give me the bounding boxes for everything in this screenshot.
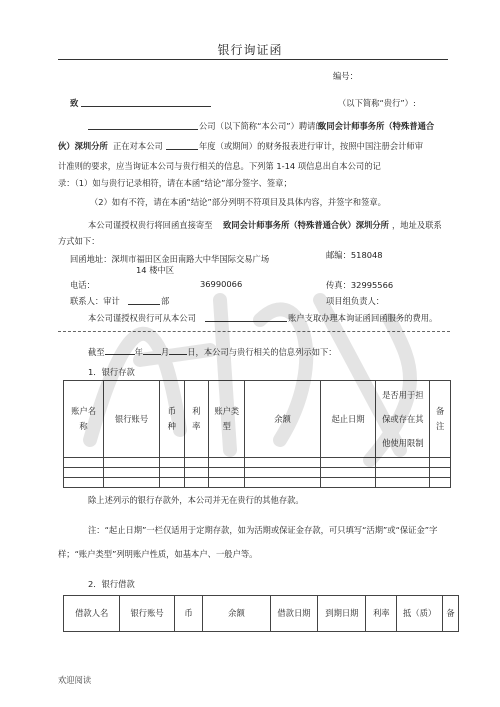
loan-table [63,595,459,632]
deposit-note-2b: 样；“账户类型”列明账户性质，如基本户、一般户等。 [58,549,258,559]
loan-header-cell: 借款人名 [64,596,120,632]
para1-e: 录：（1）如与贵行记录相符，请在本函“结论”部分签字、签章； [58,178,292,188]
fee-auth-a: 本公司谨授权贵行可从本公司 [88,313,196,323]
title-divider [58,59,448,60]
cutoff-day-blank[interactable] [169,346,187,355]
para1-f: （2）如有不符，请在本函“结论”部分列明不符项目及具体内容，并签字和签章。 [90,197,386,207]
para2-c: 方式如下： [58,236,100,246]
audit-year-blank[interactable] [166,141,198,150]
para2-b: ，地址及联系 [392,220,442,230]
deposit-header-row [64,381,451,458]
loan-header-cell: 币 [174,596,203,632]
fee-auth-b: 账户支取办理本询证函回函服务的费用。 [288,313,438,323]
para1-c: 年度（或期间）的财务报表进行审计，按照中国注册会计师审 [199,141,424,151]
para2-a: 本公司谨授权贵行将回函直接寄至 [88,220,213,230]
recipient-prefix: 致 [70,98,79,108]
return-address-floor: 14 楼中区 [136,265,175,275]
deposit-header-cell: 起止日期 [320,381,376,458]
page-title: 银行询证函 [217,43,283,57]
company-name-blank[interactable] [88,121,198,130]
footer-text: 欢迎阅读 [58,675,92,685]
section1-title: 1．银行存款 [88,367,135,377]
project-lead: 项目组负责人： [326,296,385,306]
audit-firm-name-b: 伙）深圳分所 [58,141,108,151]
loan-header-cell: 抵（质） [397,596,443,632]
cut-line [58,331,450,332]
audit-firm-name-a: 致同会计师事务所（特殊普通合 [318,121,435,131]
loan-header-cell: 到期日期 [318,596,366,632]
deposit-header-cell: 币 种 [159,381,184,458]
cutoff-month-blank[interactable] [143,346,161,355]
para2-firm: 致同会计师事务所（特殊普通合伙）深圳分所 [223,220,389,230]
para1-mid: 公司（以下简称“本公司”）聘请的 [199,121,324,131]
loan-header-cell: 银行账号 [120,596,174,632]
number-label: 编号： [333,71,358,81]
tel-value: 36990066 [200,279,243,289]
loan-header-cell: 备 [442,596,458,632]
tel-label: 电话： [70,280,95,290]
para1-d: 计准则的要求，应当询证本公司与贵行相关的信息。下列第 1-14 项信息出自本公司的记 [58,161,381,171]
loan-header-row [64,596,459,632]
loan-header-cell: 借款日期 [270,596,318,632]
deposit-note-1: 除上述列示的银行存款外，本公司并无在贵行的其他存款。 [88,495,304,505]
para1-b: 正在对本公司 [113,141,163,151]
cutoff-day: 日，本公司与贵行相关的信息列示如下： [187,347,337,357]
contact-dept-suffix: 部 [161,296,170,306]
deposit-header-cell: 账户类 型 [209,381,245,458]
deposit-note-2a: 注：“起止日期”一栏仅适用于定期存款，如为活期或保证金存款，可只填写“活期”或“保证金”字 [88,525,438,535]
cutoff-prefix: 截至 [88,347,105,357]
contact-label: 联系人：审计 [70,296,120,306]
section2-title: 2．银行借款 [88,579,135,589]
deposit-header-cell: 账户名 称 [64,381,104,458]
cutoff-year-blank[interactable] [105,346,135,355]
cutoff-month: 月 [160,347,170,357]
loan-header-cell: 利率 [366,596,397,632]
deposit-header-cell: 是否用于担 保或存在其 他使用限制 [376,381,430,458]
deposit-header-cell: 余额 [245,381,320,458]
recipient-blank[interactable] [81,98,211,107]
return-address: 回函地址：深圳市福田区金田南路大中华国际交易广场 [70,254,270,264]
cutoff-year: 年 [134,347,143,357]
deposit-table [63,380,451,488]
deposit-header-cell: 银行账号 [104,381,160,458]
deposit-header-cell: 备 注 [430,381,451,458]
table-row[interactable] [64,458,451,468]
table-row[interactable] [64,478,451,488]
fax: 传真：32995566 [326,280,394,290]
loan-header-cell: 余额 [203,596,270,632]
cutoff-line [88,346,337,358]
table-row[interactable] [64,468,451,478]
postcode: 邮编：518048 [326,250,383,260]
recipient-suffix: （以下简称“贵行”）: [338,98,416,108]
deposit-header-cell: 利 率 [184,381,209,458]
fee-account-blank[interactable] [205,313,287,322]
contact-dept-blank[interactable] [128,296,160,305]
